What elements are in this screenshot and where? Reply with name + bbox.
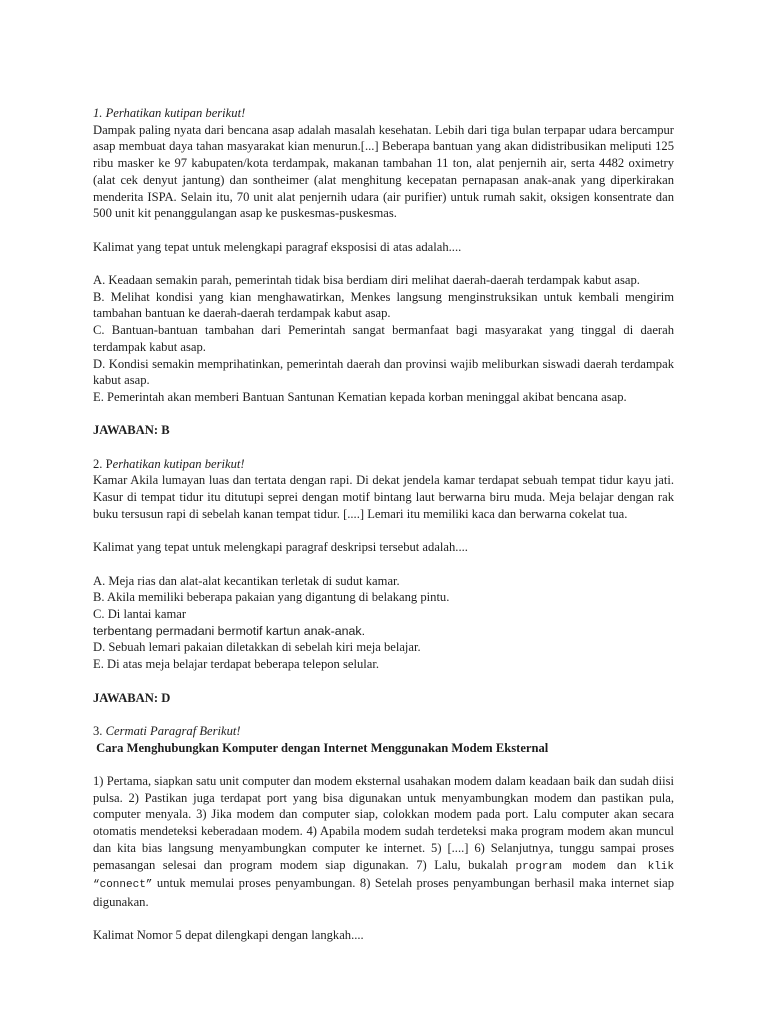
q2-option-c-continuation: terbentang permadani bermotif kartun anak-anak. <box>93 623 366 638</box>
q1-option-c: C. Bantuan-bantuan tambahan dari Pemerintah sangat bermanfaat bagi masyarakat yang tinggal di daerah terdampak kabut asap. <box>93 323 674 354</box>
q3-steps-paragraph <box>93 773 674 911</box>
q3-heading: 3. Cermati Paragraf Berikut! <box>93 723 241 738</box>
q2-option-b: B. Akila memiliki beberapa pakaian yang digantung di belakang pintu. <box>93 590 450 605</box>
q2-option-e: E. Di atas meja belajar terdapat beberapa telepon selular. <box>93 657 380 672</box>
q2-option-a: A. Meja rias dan alat-alat kecantikan terletak di sudut kamar. <box>93 573 400 588</box>
q1-passage: Dampak paling nyata dari bencana asap adalah masalah kesehatan. Lebih dari tiga bulan terpapar udara bercampur asap membuat daya tahan masyarakat kian menurun.[...] Beberapa bantuan yang akan didistribusikan meliputi 125 ribu masker ke 97 kabupaten/kota terdampak, makanan tambahan 11 ton, alat penjernih air, serta 4482 oximetry (alat cek denyut jantung) dan sontheimer (alat menghitung kecepatan pernapasan anak-anak yang diperkirakan menderita ISPA. Selain itu, 70 unit alat penjernih udara (air purifier) untuk rumah sakit, oksigen konsentrate dan 500 unit kit penanggulangan asap ke puskesmas-puskesmas. <box>93 122 674 221</box>
q2-option-c: C. Di lantai kamar <box>93 607 187 621</box>
q1-option-d: D. Kondisi semakin memprihatinkan, pemerintah daerah dan provinsi wajib meliburkan siswadi daerah terdampak kabut asap. <box>93 356 674 388</box>
q3-steps-mono: program modem dan klik “connect” <box>93 860 674 892</box>
q1-question: Kalimat yang tepat untuk melengkapi paragraf eksposisi di atas adalah.... <box>93 239 462 254</box>
q2-answer: JAWABAN: D <box>93 690 171 705</box>
q1-option-b: B. Melihat kondisi yang kian menghawatirkan, Menkes langsung menginstruksikan untuk kembali mengirim tambahan bantuan ke daerah-daerah terdampak kabut asap. <box>93 289 674 321</box>
q1-answer: JAWABAN: B <box>93 423 170 438</box>
q3-question: Kalimat Nomor 5 depat dilengkapi dengan langkah.... <box>93 928 364 943</box>
q2-heading: 2. Perhatikan kutipan berikut! <box>93 456 245 471</box>
q3-steps-part2: untuk memulai proses penyambungan. 8) Setelah proses penyambungan berhasil maka internet siap digunakan. <box>93 876 674 909</box>
q2-option-d: D. Sebuah lemari pakaian diletakkan di sebelah kiri meja belajar. <box>93 640 421 655</box>
q2-question: Kalimat yang tepat untuk melengkapi paragraf deskripsi tersebut adalah.... <box>93 540 468 555</box>
q1-heading: 1. Perhatikan kutipan berikut! <box>93 106 246 120</box>
q3-steps-part1: 1) Pertama, siapkan satu unit computer dan modem eksternal usahakan modem dalam keadaan baik dan sudah diisi pulsa. 2) Pastikan juga terdapat port yang bisa digunakan untuk menyambungkan modem dan pastikan pula, computer menyala. 3) Jika modem dan computer siap, colokkan modem pada port. Lalu computer akan secara otomatis mendeteksi keberadaan modem. 4) Apabila modem sudah terdeteksi maka program modem akan muncul dan kita bias langsung menyambungkan computer ke internet. 5) [....] 6) Selanjutnya, tunggu sampai proses pemasangan selesai dan program modem siap digunakan. 7) Lalu, bukalah <box>93 773 674 872</box>
q3-title: Cara Menghubungkan Komputer dengan Internet Menggunakan Modem Eksternal <box>96 740 549 755</box>
q1-option-a: A. Keadaan semakin parah, pemerintah tidak bisa berdiam diri melihat daerah-daerah terdampak kabut asap. <box>93 273 640 287</box>
q1-option-e: E. Pemerintah akan memberi Bantuan Santunan Kematian kepada korban meninggal akibat bencana asap. <box>93 389 627 404</box>
q2-passage: Kamar Akila lumayan luas dan tertata dengan rapi. Di dekat jendela kamar terdapat sebuah tempat tidur kayu jati. Kasur di tempat tidur itu ditutupi seprei dengan motif bintang laut berwarna biru muda. Meja belajar dengan rak buku tersusun rapi di sebelah kanan tempat tidur. [....] Lemari itu memiliki kaca dan berwarna cokelat tua. <box>93 473 674 521</box>
